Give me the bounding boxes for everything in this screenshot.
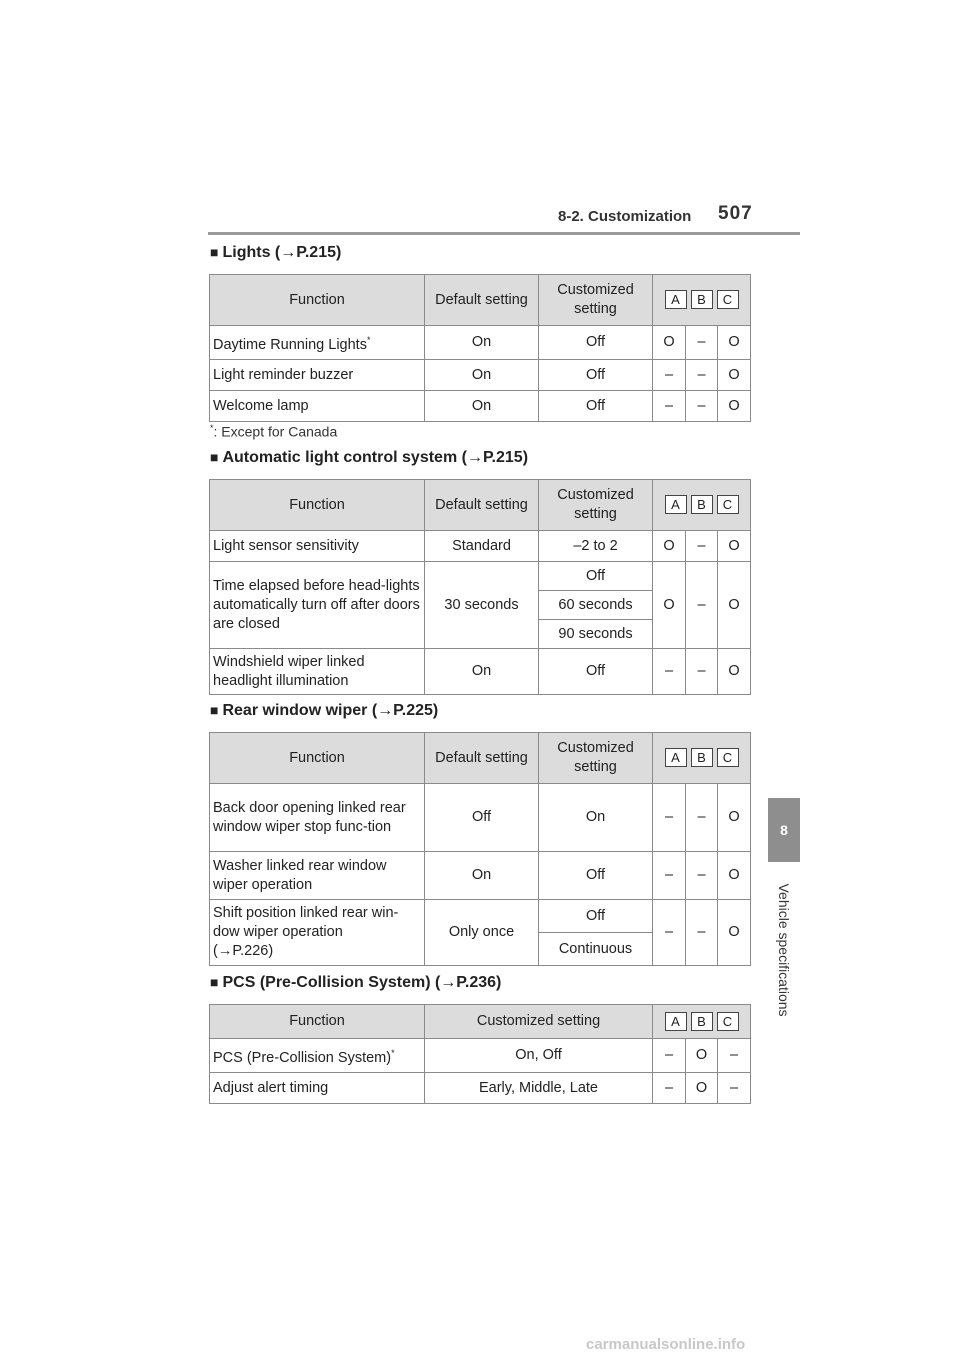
table-row [210, 649, 751, 695]
col-c-box: C [717, 1012, 739, 1031]
c-cell: O [718, 391, 751, 422]
c-cell: O [718, 326, 751, 360]
table-row [210, 852, 751, 900]
default-cell: Only once [425, 900, 539, 966]
b-cell: O [686, 1073, 718, 1104]
section-title-auto-light: ■ Automatic light control system (→P.215) [210, 449, 529, 466]
default-cell: On [425, 649, 539, 695]
col-b-box: B [691, 748, 713, 767]
table-row [210, 1073, 751, 1104]
col-abc [653, 1005, 751, 1039]
table-header-row [210, 275, 751, 326]
asterisk-mark: * [391, 1047, 395, 1058]
custom-cell: Off [539, 391, 653, 422]
table-header-row [210, 480, 751, 531]
table-row [210, 562, 751, 591]
col-function: Function [210, 275, 425, 326]
arrow-icon: → [377, 702, 394, 719]
a-cell: – [653, 649, 686, 695]
b-cell: – [686, 900, 718, 966]
default-cell: On [425, 326, 539, 360]
col-b-box: B [691, 290, 713, 309]
custom-option-cell: 90 seconds [539, 620, 653, 649]
b-cell: O [686, 1039, 718, 1073]
arrow-icon: → [440, 974, 457, 991]
b-cell: – [686, 784, 718, 852]
default-cell: 30 seconds [425, 562, 539, 649]
col-default: Default setting [425, 275, 539, 326]
table-row [210, 360, 751, 391]
function-cell: PCS (Pre-Collision System)* [210, 1039, 425, 1073]
col-abc [653, 480, 751, 531]
b-cell: – [686, 391, 718, 422]
function-cell: Welcome lamp [210, 391, 425, 422]
section-header: 8-2. Customization [558, 208, 692, 225]
section-title-lights: ■ Lights (→P.215) [210, 244, 342, 261]
b-cell: – [686, 562, 718, 649]
table-row [210, 326, 751, 360]
c-cell: O [718, 784, 751, 852]
auto-light-table [209, 479, 751, 695]
default-cell: Off [425, 784, 539, 852]
custom-cell: Off [539, 852, 653, 900]
bullet-square-icon: ■ [210, 244, 219, 260]
c-cell: – [718, 1073, 751, 1104]
a-cell: – [653, 900, 686, 966]
footnote: *: Except for Canada [210, 423, 338, 440]
page-ref-link[interactable]: P.236) [456, 974, 502, 991]
a-cell: – [653, 1073, 686, 1104]
col-customized: Customized setting [539, 480, 653, 531]
col-default: Default setting [425, 480, 539, 531]
col-customized: Customized setting [425, 1005, 653, 1039]
arrow-icon: (→ [213, 943, 233, 959]
bullet-square-icon: ■ [210, 449, 219, 465]
c-cell: O [718, 649, 751, 695]
page-number: 507 [718, 203, 753, 224]
col-c-box: C [717, 290, 739, 309]
function-cell: Back door opening linked rear window wiper stop func-tion [210, 784, 425, 852]
table-row [210, 391, 751, 422]
function-cell: Light reminder buzzer [210, 360, 425, 391]
default-cell: Standard [425, 531, 539, 562]
c-cell: O [718, 852, 751, 900]
col-abc [653, 733, 751, 784]
table-header-row [210, 1005, 751, 1039]
c-cell: – [718, 1039, 751, 1073]
default-cell: On [425, 360, 539, 391]
a-cell: – [653, 1039, 686, 1073]
a-cell: O [653, 562, 686, 649]
section-title-pcs: ■ PCS (Pre-Collision System) (→P.236) [210, 974, 502, 991]
page-ref-link[interactable]: P.226) [232, 943, 274, 959]
col-customized: Customized setting [539, 733, 653, 784]
custom-option-cell: Off [539, 900, 653, 933]
c-cell: O [718, 562, 751, 649]
default-cell: On [425, 391, 539, 422]
c-cell: O [718, 531, 751, 562]
function-cell: Time elapsed before head-lights automatically turn off after doors are closed [210, 562, 425, 649]
custom-option-cell: Off [539, 562, 653, 591]
watermark: carmanualsonline.info [586, 1336, 746, 1353]
col-a-box: A [665, 290, 687, 309]
custom-option-cell: Continuous [539, 933, 653, 966]
col-function: Function [210, 1005, 425, 1039]
function-cell: Daytime Running Lights* [210, 326, 425, 360]
section-title-rear-wiper: ■ Rear window wiper (→P.225) [210, 702, 439, 719]
c-cell: O [718, 900, 751, 966]
page-ref-link[interactable]: P.225) [393, 702, 439, 719]
function-cell: Adjust alert timing [210, 1073, 425, 1104]
col-a-box: A [665, 495, 687, 514]
c-cell: O [718, 360, 751, 391]
col-b-box: B [691, 1012, 713, 1031]
asterisk-mark: * [366, 334, 371, 345]
bullet-square-icon: ■ [210, 974, 219, 990]
custom-cell: Off [539, 326, 653, 360]
custom-cell: On, Off [425, 1039, 653, 1073]
pcs-table [209, 1004, 751, 1104]
asterisk-mark: * [210, 423, 214, 433]
arrow-icon: → [280, 244, 297, 261]
function-cell: Washer linked rear window wiper operation [210, 852, 425, 900]
col-default: Default setting [425, 733, 539, 784]
custom-cell: On [539, 784, 653, 852]
col-function: Function [210, 480, 425, 531]
table-header-row [210, 733, 751, 784]
custom-option-cell: 60 seconds [539, 591, 653, 620]
function-cell: Shift position linked rear win-dow wiper operation (→P.226) [210, 900, 425, 966]
a-cell: – [653, 784, 686, 852]
custom-cell: Off [539, 649, 653, 695]
chapter-tab[interactable]: 8 [768, 798, 800, 862]
header-rule [208, 232, 800, 235]
col-customized: Customized setting [539, 275, 653, 326]
col-abc [653, 275, 751, 326]
custom-cell: Early, Middle, Late [425, 1073, 653, 1104]
a-cell: O [653, 531, 686, 562]
table-row [210, 784, 751, 852]
arrow-icon: → [466, 449, 483, 466]
custom-cell: Off [539, 360, 653, 391]
col-b-box: B [691, 495, 713, 514]
function-cell: Light sensor sensitivity [210, 531, 425, 562]
b-cell: – [686, 326, 718, 360]
custom-cell: –2 to 2 [539, 531, 653, 562]
b-cell: – [686, 852, 718, 900]
a-cell: O [653, 326, 686, 360]
col-c-box: C [717, 748, 739, 767]
b-cell: – [686, 360, 718, 391]
col-c-box: C [717, 495, 739, 514]
a-cell: – [653, 852, 686, 900]
col-function: Function [210, 733, 425, 784]
rear-wiper-table [209, 732, 751, 966]
default-cell: On [425, 852, 539, 900]
lights-table [209, 274, 751, 422]
col-a-box: A [665, 1012, 687, 1031]
page-ref-link[interactable]: P.215) [296, 244, 342, 261]
a-cell: – [653, 360, 686, 391]
table-row [210, 531, 751, 562]
function-cell: Windshield wiper linked headlight illumination [210, 649, 425, 695]
page-ref-link[interactable]: P.215) [482, 449, 529, 466]
table-row [210, 1039, 751, 1073]
bullet-square-icon: ■ [210, 702, 219, 718]
table-row [210, 900, 751, 933]
b-cell: – [686, 531, 718, 562]
col-a-box: A [665, 748, 687, 767]
b-cell: – [686, 649, 718, 695]
a-cell: – [653, 391, 686, 422]
chapter-title: Vehicle specifications [776, 883, 792, 1017]
